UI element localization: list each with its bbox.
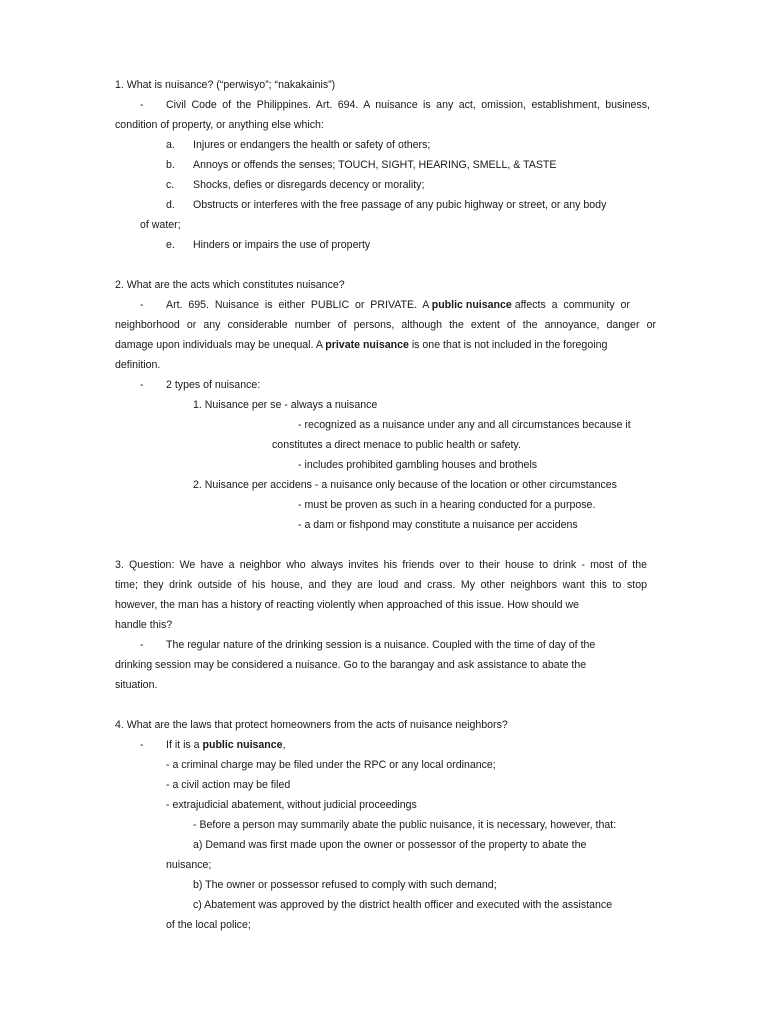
- q4-if-public: If it is a public nuisance,: [166, 739, 286, 751]
- q2-article-line4: definition.: [115, 359, 161, 371]
- q2-types-label: 2 types of nuisance:: [166, 379, 261, 391]
- q4-dash: -: [140, 739, 144, 751]
- q3-dash: -: [140, 639, 144, 651]
- q1-item-d-label: d.: [166, 199, 175, 211]
- q4-remedy-civil: - a civil action may be filed: [166, 779, 291, 791]
- q2-per-accidens-sub2: - a dam or fishpond may constitute a nuisance per accidens: [298, 519, 578, 531]
- q1-intro-line1: Civil Code of the Philippines. Art. 694. A nuisance is any act, omission, establishment, business,: [166, 99, 650, 111]
- q2-types-dash: -: [140, 379, 144, 391]
- q3-answer-line3: situation.: [115, 679, 158, 691]
- q2-article-line1: Art. 695. Nuisance is either PUBLIC or PRIVATE. A public nuisance affects a community or: [166, 299, 630, 311]
- q3-answer-line2: drinking session may be considered a nuisance. Go to the barangay and ask assistance to abate the: [115, 659, 587, 671]
- q3-question-line1: 3. Question: We have a neighbor who always invites his friends over to their house to drink - most of the: [115, 559, 647, 571]
- q4-question: 4. What are the laws that protect homeowners from the acts of nuisance neighbors?: [115, 719, 508, 731]
- q3-question-line3: however, the man has a history of reacting violently when approached of this issue. How should we: [115, 599, 580, 611]
- q3-answer-line1: The regular nature of the drinking session is a nuisance. Coupled with the time of day of the: [166, 639, 596, 651]
- q2-per-accidens: 2. Nuisance per accidens - a nuisance only because of the location or other circumstances: [193, 479, 617, 491]
- q4-condition-c-line2: of the local police;: [166, 919, 251, 931]
- q4-condition-a-line2: nuisance;: [166, 859, 212, 871]
- q3-question-line2: time; they drink outside of his house, and they are loud and crass. My other neighbors want this to stop: [115, 579, 647, 591]
- q4-condition-b: b) The owner or possessor refused to comply with such demand;: [193, 879, 497, 891]
- q4-condition-c-line1: c) Abatement was approved by the district health officer and executed with the assistance: [193, 899, 613, 911]
- q1-item-d-text: Obstructs or interferes with the free passage of any pubic highway or street, or any body: [193, 199, 607, 211]
- q3-question-line4: handle this?: [115, 619, 173, 631]
- q2-per-se-sub1: - recognized as a nuisance under any and all circumstances because it: [298, 419, 631, 431]
- q1-item-a-label: a.: [166, 139, 175, 151]
- q1-item-a-text: Injures or endangers the health or safety of others;: [193, 139, 431, 151]
- q2-dash: -: [140, 299, 144, 311]
- q1-item-c-text: Shocks, defies or disregards decency or morality;: [193, 179, 425, 191]
- q1-question: 1. What is nuisance? (“perwisyo”; “nakakainis”): [115, 79, 336, 91]
- q2-per-se: 1. Nuisance per se - always a nuisance: [193, 399, 378, 411]
- q2-per-accidens-sub1: - must be proven as such in a hearing conducted for a purpose.: [298, 499, 596, 511]
- q1-item-b-text: Annoys or offends the senses; TOUCH, SIGHT, HEARING, SMELL, & TASTE: [193, 159, 557, 171]
- q1-dash: -: [140, 99, 144, 111]
- q1-item-c-label: c.: [166, 179, 175, 191]
- q2-article-line2: neighborhood or any considerable number of persons, although the extent of the annoyance, danger or: [115, 319, 656, 331]
- q1-item-e-text: Hinders or impairs the use of property: [193, 239, 371, 251]
- q2-article-line3: damage upon individuals may be unequal. A private nuisance is one that is not included in the foregoing: [115, 339, 608, 351]
- q1-item-d-continuation: of water;: [140, 219, 181, 231]
- q2-question: 2. What are the acts which constitutes nuisance?: [115, 279, 345, 291]
- q2-per-se-sub1-cont: constitutes a direct menace to public health or safety.: [272, 439, 521, 451]
- q2-per-se-sub2: - includes prohibited gambling houses and brothels: [298, 459, 538, 471]
- q1-item-b-label: b.: [166, 159, 175, 171]
- q4-remedy-criminal: - a criminal charge may be filed under the RPC or any local ordinance;: [166, 759, 496, 771]
- q1-item-e-label: e.: [166, 239, 175, 251]
- q4-before: - Before a person may summarily abate the public nuisance, it is necessary, however, that:: [193, 819, 617, 831]
- q4-condition-a-line1: a) Demand was first made upon the owner or possessor of the property to abate the: [193, 839, 587, 851]
- q1-intro-line2: condition of property, or anything else which:: [115, 119, 324, 131]
- q4-remedy-extrajudicial: - extrajudicial abatement, without judicial proceedings: [166, 799, 417, 811]
